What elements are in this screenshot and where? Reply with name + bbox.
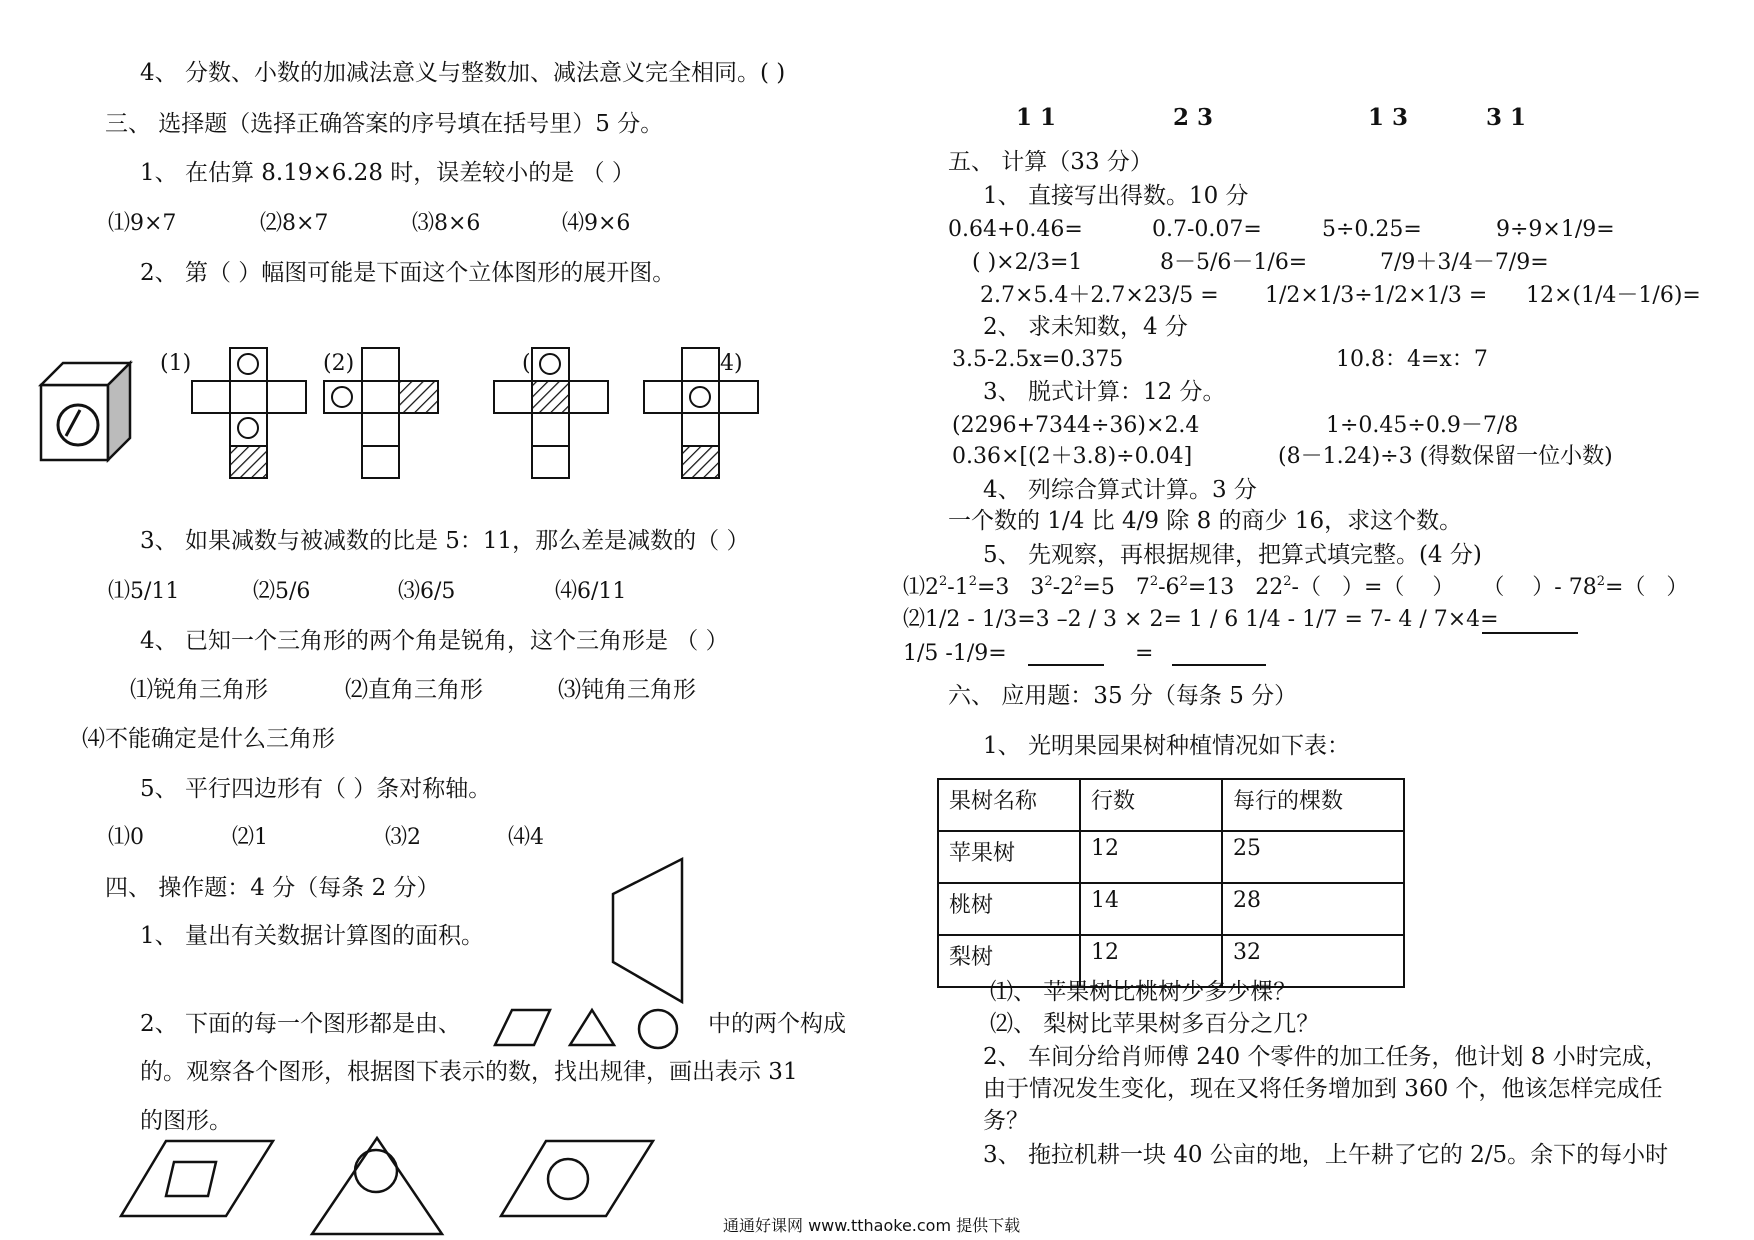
pattern-line-1: $⑴2^2-1^2=3$ $3^2-2^2=5$ $7^2-6^2=13$ $22^2-$（ ）=（ ） （ ）- $78^2=$（ ） [903,574,1689,600]
answer-blank-1[interactable] [1482,632,1578,634]
section-6-heading: 六、 应用题：35 分（每条 5 分） [948,683,1298,709]
section-4-heading: 四、 操作题：4 分（每条 2 分） [105,875,440,901]
section-3-heading: 三、 选择题（选择正确答案的序号填在括号里）5 分。 [105,111,664,137]
stepwise-3: 0.36×[(2＋3.8)÷0.04] [952,444,1193,469]
pattern-line-3-equals: = [1135,641,1154,666]
composite-figure-3 [498,1138,658,1220]
operation-question-2-part3: 的。观察各个图形，根据图下表示的数，找出规律，画出表示 31 [140,1059,798,1085]
calc-1-item-10: 12×(1/4－1/6)= [1526,283,1701,308]
operation-question-1: 1、 量出有关数据计算图的面积。 [140,923,484,949]
pattern-line-3-start: 1/5 -1/9= [903,641,1007,666]
table-cell: 14 [1080,883,1222,935]
application-1-sub-1: ⑴、 苹果树比桃树少多少棵？ [990,979,1297,1005]
table-row [938,831,1404,883]
table-cell: 12 [1080,831,1222,883]
answer-blank-2[interactable] [1028,664,1104,666]
stepwise-2: 1÷0.45÷0.9－7/8 [1326,413,1519,438]
calc-4-text: 一个数的 1/4 比 4/9 除 8 的商少 16，求这个数。 [948,508,1463,534]
calc-1-item-3: 5÷0.25= [1322,217,1422,242]
triangle-shape [570,1010,614,1045]
pattern-number-1: 1 1 [1016,104,1057,131]
orchard-table [937,778,1405,988]
table-cell: 25 [1222,831,1404,883]
choice-5-option-1: ⑴0 [108,825,144,850]
choice-1-option-4: ⑷9×6 [562,211,631,236]
table-header: 果树名称 [938,779,1080,831]
choice-question-2: 2、 第（ ）幅图可能是下面这个立体图形的展开图。 [140,260,676,286]
table-header-row [938,779,1404,831]
table-cell: 苹果树 [938,831,1080,883]
table-cell: 28 [1222,883,1404,935]
choice-3-option-1: ⑴5/11 [108,579,180,604]
choice-4-option-3: ⑶钝角三角形 [558,677,696,703]
calc-part-1: 1、 直接写出得数。10 分 [983,183,1249,209]
equation-2: 10.8：4=x：7 [1336,347,1488,372]
choice-3-option-2: ⑵5/6 [253,579,311,604]
calc-1-item-5: ( )×2/3=1 [972,250,1083,275]
choice-question-3: 3、 如果减数与被减数的比是 5：11，那么差是减数的（ ） [140,528,750,554]
choice-3-option-3: ⑶6/5 [398,579,456,604]
table-row [938,883,1404,935]
application-question-2-line1: 2、 车间分给肖师傅 240 个零件的加工任务，他计划 8 小时完成， [983,1044,1668,1070]
calc-part-3: 3、 脱式计算：12 分。 [983,379,1226,405]
calc-1-item-2: 0.7-0.07= [1152,217,1262,242]
calc-part-5: 5、 先观察，再根据规律，把算式填完整。(4 分) [983,542,1482,568]
section-5-heading: 五、 计算（33 分） [948,149,1153,175]
choice-question-1: 1、 在估算 8.19×6.28 时，误差较小的是 （ ） [140,160,635,186]
net-figure-3 [492,346,610,480]
table-cell: 32 [1222,935,1404,987]
choice-1-option-3: ⑶8×6 [412,211,481,236]
table-cell: 桃树 [938,883,1080,935]
stepwise-4: (8－1.24)÷3 (得数保留一位小数) [1278,444,1613,469]
application-question-3: 3、 拖拉机耕一块 40 公亩的地，上午耕了它的 2/5。余下的每小时 [983,1142,1669,1168]
choice-3-option-4: ⑷6/11 [555,579,627,604]
pattern-number-4: 3 1 [1486,104,1527,131]
choice-question-5: 5、 平行四边形有（ ）条对称轴。 [140,776,492,802]
judge-question-4: 4、 分数、小数的加减法意义与整数加、减法意义完全相同。( ) [140,60,786,86]
pattern-number-3: 1 3 [1368,104,1409,131]
application-question-2-line2: 由于情况发生变化，现在又将任务增加到 360 个，他该怎样完成任 [983,1076,1663,1102]
operation-question-2-part4: 的图形。 [140,1108,232,1134]
net-label-3: ( [522,351,531,376]
calc-1-item-6: 8－5/6－1/6= [1160,250,1308,275]
net-figure-2 [322,346,440,480]
choice-question-4: 4、 已知一个三角形的两个角是锐角，这个三角形是 （ ） [140,628,729,654]
choice-1-option-1: ⑴9×7 [108,211,177,236]
answer-blank-3[interactable] [1172,664,1266,666]
pattern-line-2: ⑵1/2 - 1/3=3 –2 / 3 × 2= 1 / 6 1/4 - 1/7 = 7- 4 / 7×4= [903,607,1499,632]
composite-figure-1 [118,1138,278,1220]
net-label-2: (2) [323,351,355,376]
composite-figure-2 [308,1136,446,1236]
application-1-sub-2: ⑵、 梨树比苹果树多百分之几？ [990,1011,1320,1037]
table-header: 每行的棵数 [1222,779,1404,831]
base-shapes-figure [490,1005,690,1049]
pattern-number-2: 2 3 [1173,104,1214,131]
application-question-2-line3: 务？ [983,1108,1029,1134]
calc-1-item-1: 0.64+0.46= [948,217,1083,242]
calc-1-item-9: 1/2×1/3÷1/2×1/3 = [1265,283,1488,308]
choice-4-option-2: ⑵直角三角形 [345,677,483,703]
equation-1: 3.5-2.5x=0.375 [952,347,1124,372]
calc-part-2: 2、 求未知数，4 分 [983,314,1188,340]
table-header: 行数 [1080,779,1222,831]
calc-part-4: 4、 列综合算式计算。3 分 [983,477,1257,503]
table-cell: 12 [1080,935,1222,987]
net-figure-1 [190,346,308,480]
net-label-4: 4) [720,351,743,376]
choice-4-option-4: ⑷不能确定是什么三角形 [82,726,335,752]
choice-5-option-4: ⑷4 [508,825,544,850]
choice-4-option-1: ⑴锐角三角形 [130,677,268,703]
stepwise-1: (2296+7344÷36)×2.4 [952,413,1200,438]
choice-1-option-2: ⑵8×7 [260,211,329,236]
choice-5-option-3: ⑶2 [385,825,421,850]
net-label-1: (1) [160,351,192,376]
footer-source[interactable]: 通通好课网 www.tthaoke.com 提供下载 [723,1216,1021,1235]
application-question-1: 1、 光明果园果树种植情况如下表： [983,733,1350,759]
calc-1-item-4: 9÷9×1/9= [1496,217,1615,242]
trapezoid-figure [610,856,686,1006]
table-cell: 梨树 [938,935,1080,987]
operation-question-2-part1: 2、 下面的每一个图形都是由、 [140,1011,461,1037]
choice-5-option-2: ⑵1 [232,825,268,850]
circle-shape [639,1010,677,1048]
calc-1-item-8: 2.7×5.4＋2.7×23/5 = [980,283,1219,308]
cube-figure [38,360,138,460]
net-figure-4 [642,346,760,480]
parallelogram-shape [495,1010,550,1045]
operation-question-2-part2: 中的两个构成 [708,1011,846,1037]
calc-1-item-7: 7/9＋3/4－7/9= [1380,250,1549,275]
